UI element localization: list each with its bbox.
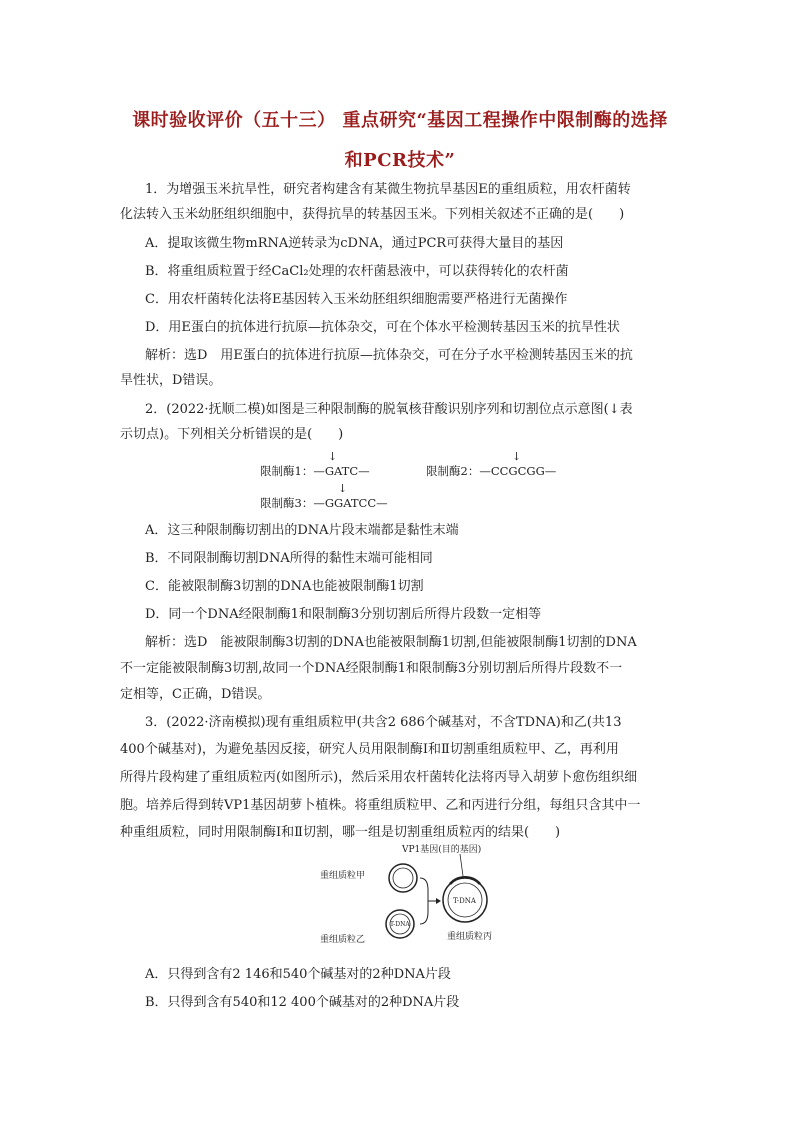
- q2-analysis-end: 定相等，C正确，D错误。: [120, 687, 271, 702]
- plasmid-diagram: [320, 842, 520, 947]
- q2-analysis-cont: 不一定能被限制酶3切割,故同一个DNA经限制酶1和限制酶3分别切割后所得片段数不一: [120, 661, 623, 676]
- combine-arrow: [436, 898, 441, 904]
- q2-option-c: C．能被限制酶3切割的DNA也能被限制酶1切割: [145, 579, 424, 594]
- q1-option-b: B．将重组质粒置于经CaCl₂处理的农杆菌悬液中，可以获得转化的农杆菌: [145, 264, 569, 279]
- restriction-enzyme-figure: [260, 450, 580, 520]
- q3-stem-cont1: 400个碱基对)，为避免基因反接，研究人员用限制酶Ⅰ和Ⅱ切割重组质粒甲、乙，再利用: [120, 742, 619, 757]
- q1-stem: 1．为增强玉米抗旱性，研究者构建含有某微生物抗旱基因E的重组质粒，用农杆菌转: [145, 182, 631, 197]
- tdna-label-yi: T-DNA: [390, 921, 410, 928]
- q2-stem: 2．(2022·抚顺二模)如图是三种限制酶的脱氧核苷酸识别序列和切割位点示意图(↓表: [145, 402, 633, 417]
- plasmid-bing-label: 重组质粒丙: [447, 932, 493, 942]
- tdna-label-bing: T-DNA: [453, 897, 476, 905]
- q1-option-c: C．用农杆菌转化法将E基因转入玉米幼胚组织细胞需要严格进行无菌操作: [145, 292, 568, 307]
- q3-stem-cont2: 所得片段构建了重组质粒丙(如图所示)，然后采用农杆菌转化法将丙导入胡萝卜愈伤组织细: [120, 770, 638, 785]
- q1-option-a: A．提取该微生物mRNA逆转录为cDNA，通过PCR可获得大量目的基因: [145, 236, 564, 251]
- enzyme2-sequence: 限制酶2：—CCGCGG—: [426, 464, 557, 478]
- enzyme3-sequence: 限制酶3：—GGATCC—: [260, 496, 388, 510]
- plasmid-jia-inner: [393, 868, 413, 888]
- q3-option-b: B．只得到含有540和12 400个碱基对的2种DNA片段: [145, 995, 460, 1010]
- q2-analysis: 解析：选D 能被限制酶3切割的DNA也能被限制酶1切割,但能被限制酶1切割的DNA: [145, 635, 637, 650]
- vp1-gene-pointer: [460, 854, 463, 876]
- q3-stem-cont3: 胞。培养后得到转VP1基因胡萝卜植株。将重组质粒甲、乙和丙进行分组，每组只含其中一: [120, 798, 641, 813]
- cut-arrow-enzyme2: ↓: [512, 450, 522, 463]
- cut-arrow-enzyme3: ↓: [338, 482, 348, 495]
- page-title: 课时验收评价（五十三） 重点研究“基因工程操作中限制酶的选择: [132, 110, 668, 131]
- vp1-gene-label: VP1基因(目的基因): [402, 845, 482, 855]
- q3-option-a: A．只得到含有2 146和540个碱基对的2种DNA片段: [145, 967, 451, 982]
- q3-stem: 3．(2022·济南模拟)现有重组质粒甲(共含2 686个碱基对，不含TDNA)和乙(共13: [145, 715, 622, 730]
- q2-option-a: A．这三种限制酶切割出的DNA片段末端都是黏性末端: [145, 523, 459, 538]
- cut-arrow-enzyme1: ↓: [328, 450, 338, 463]
- plasmid-yi-label: 重组质粒乙: [320, 935, 366, 945]
- q1-analysis-cont: 旱性状，D错误。: [120, 373, 222, 388]
- q3-stem-cont4: 种重组质粒，同时用限制酶Ⅰ和Ⅱ切割，哪一组是切割重组质粒丙的结果( ): [120, 825, 561, 840]
- q1-stem-cont: 化法转入玉米幼胚组织细胞中，获得抗旱的转基因玉米。下列相关叙述不正确的是( ): [120, 207, 625, 222]
- combine-brace: [420, 878, 438, 924]
- q1-analysis: 解析：选D 用E蛋白的抗体进行抗原—抗体杂交，可在分子水平检测转基因玉米的抗: [145, 348, 633, 363]
- q1-option-d: D．用E蛋白的抗体进行抗原—抗体杂交，可在个体水平检测转基因玉米的抗旱性状: [145, 320, 620, 335]
- page-title-continued: 和PCR技术”: [344, 150, 456, 171]
- q2-option-d: D．同一个DNA经限制酶1和限制酶3分别切割后所得片段数一定相等: [145, 607, 542, 622]
- q2-option-b: B．不同限制酶切割DNA所得的黏性末端可能相同: [145, 551, 433, 566]
- enzyme1-sequence: 限制酶1：—GATC—: [260, 464, 370, 478]
- plasmid-jia-label: 重组质粒甲: [320, 871, 366, 881]
- q2-stem-cont: 示切点)。下列相关分析错误的是( ): [120, 427, 344, 442]
